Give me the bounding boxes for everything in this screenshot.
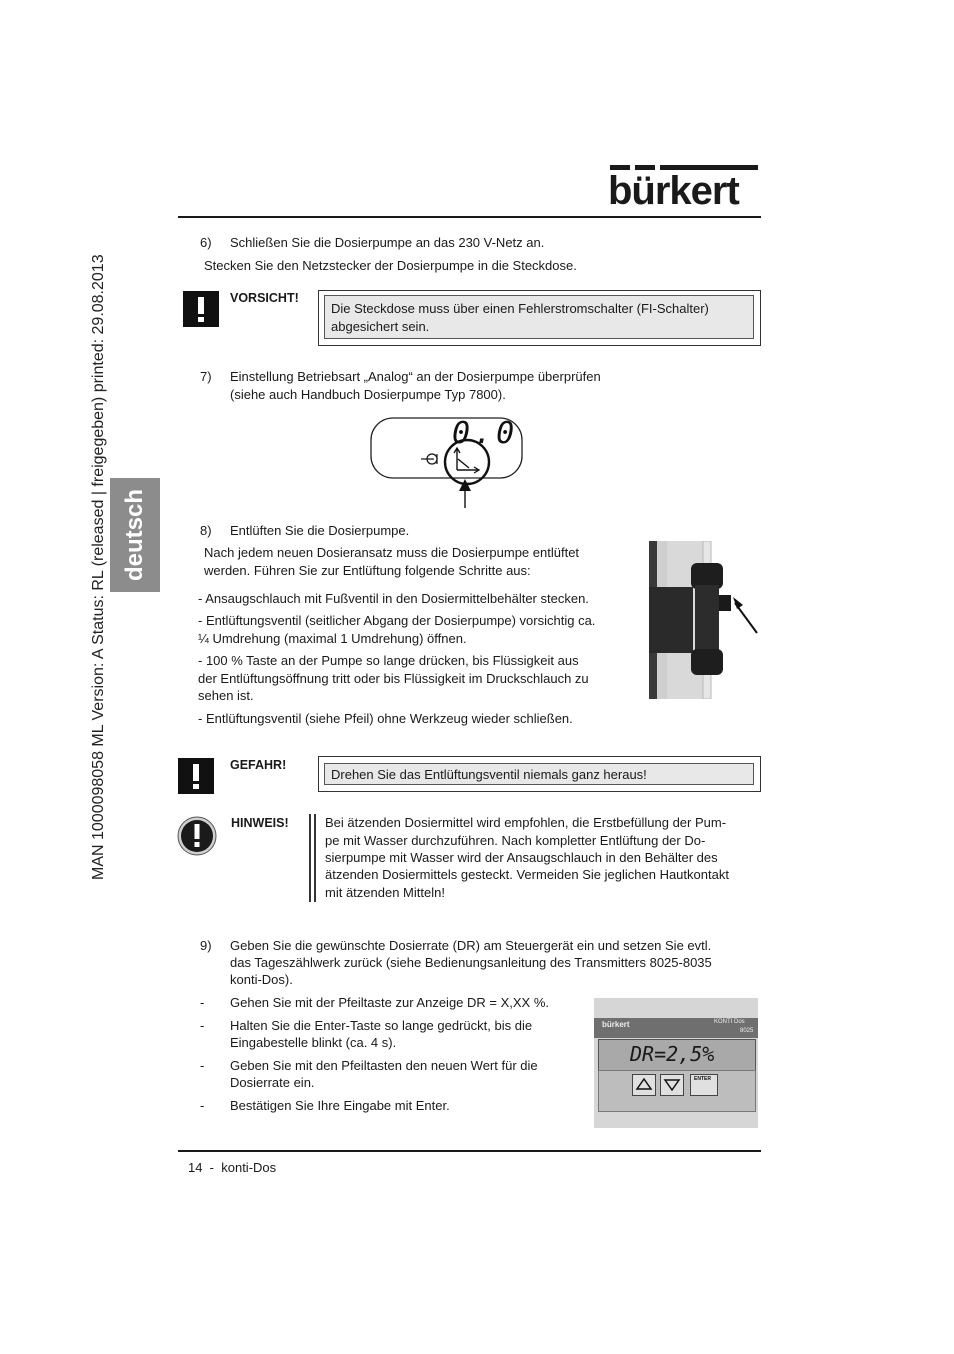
header-rule — [178, 216, 761, 218]
step6-line2: Stecken Sie den Netzstecker der Dosierpumpe in die Steckdose. — [204, 258, 577, 273]
danger-box — [318, 756, 761, 792]
language-tab-label: deutsch — [121, 489, 148, 582]
note-rule-left — [309, 814, 311, 902]
step6-line1: Schließen Sie die Dosierpumpe an das 230 V-Netz an. — [230, 235, 545, 250]
exclamation-circle-icon — [177, 816, 217, 856]
caution-icon — [183, 291, 219, 327]
note-line: ätzenden Dosiermittels gesteckt. Vermeiden Sie jeglichen Hautkontakt — [325, 867, 729, 882]
danger-icon — [178, 758, 214, 794]
step9-line1: Geben Sie die gewünschte Dosierrate (DR) am Steuergerät ein und setzen Sie evtl. — [230, 938, 712, 953]
step8-bullet1: - Ansaugschlauch mit Fußventil in den Dosiermittelbehälter stecken. — [198, 591, 589, 606]
step6-number: 6) — [200, 235, 212, 250]
step9-item2b: Eingabestelle blinkt (ca. 4 s). — [230, 1035, 397, 1050]
step9-dash: - — [200, 1098, 205, 1113]
logo-text: bürkert — [608, 169, 739, 213]
note-line: mit ätzenden Mitteln! — [325, 885, 445, 900]
step8-bullet3c: sehen ist. — [198, 688, 254, 703]
step9-line3: konti-Dos). — [230, 972, 293, 987]
burkert-logo — [608, 165, 761, 213]
footer-rule — [178, 1150, 761, 1152]
step8-number: 8) — [200, 523, 212, 538]
vent-valve-svg — [649, 541, 761, 699]
caution-box — [318, 290, 761, 346]
controller-photo — [594, 998, 758, 1128]
down-arrow-icon — [661, 1075, 683, 1095]
note-line: Bei ätzenden Dosiermittel wird empfohlen, die Erstbefüllung der Pum- — [325, 815, 727, 830]
step9-line2: das Tageszählwerk zurück (siehe Bedienungsanleitung des Transmitters 8025-8035 — [230, 955, 712, 970]
controller-brand: bürkert — [602, 1020, 630, 1029]
caution-label: VORSICHT! — [230, 291, 299, 305]
step8-bullet4: - Entlüftungsventil (siehe Pfeil) ohne Werkzeug wieder schließen. — [198, 711, 573, 726]
enter-button-label: ENTER — [694, 1076, 711, 1082]
step9-dash: - — [200, 1018, 205, 1033]
step8-bullet2b: ¼ Umdrehung (maximal 1 Umdrehung) öffnen. — [198, 631, 467, 646]
danger-text: Drehen Sie das Entlüftungsventil niemals ganz heraus! — [324, 763, 754, 785]
step9-dash: - — [200, 995, 205, 1010]
step8-bullet2a: - Entlüftungsventil (seitlicher Abgang der Dosierpumpe) vorsichtig ca. — [198, 613, 596, 628]
step8-intro1: Nach jedem neuen Dosieransatz muss die Dosierpumpe entlüftet — [204, 545, 580, 560]
danger-label: GEFAHR! — [230, 758, 287, 772]
step9-item2a: Halten Sie die Enter-Taste so lange gedrückt, bis die — [230, 1018, 533, 1033]
step8-intro2: werden. Führen Sie zur Entlüftung folgende Schritte aus: — [204, 563, 531, 578]
vent-valve-photo — [649, 541, 761, 699]
enter-button[interactable] — [690, 1074, 718, 1096]
step7-number: 7) — [200, 369, 212, 384]
step7-line1: Einstellung Betriebsart „Analog“ an der Dosierpumpe überprüfen — [230, 369, 601, 384]
note-label: HINWEIS! — [231, 816, 289, 830]
step9-item4: Bestätigen Sie Ihre Eingabe mit Enter. — [230, 1098, 450, 1113]
up-arrow-icon — [633, 1075, 655, 1095]
language-tab — [110, 478, 160, 592]
controller-model-line2: 8025 — [740, 1028, 754, 1034]
step9-item3a: Geben Sie mit den Pfeiltasten den neuen Wert für die — [230, 1058, 538, 1073]
note-rule-right — [314, 814, 316, 902]
step9-item1: Gehen Sie mit der Pfeiltaste zur Anzeige DR = X,XX %. — [230, 995, 550, 1010]
up-arrow-button[interactable] — [632, 1074, 656, 1096]
note-line: sierpumpe mit Wasser wird der Ansaugschlauch in den Behälter des — [325, 850, 718, 865]
note-line: pe mit Wasser durchzuführen. Nach kompletter Entlüftung der Do- — [325, 833, 706, 848]
step7-line2: (siehe auch Handbuch Dosierpumpe Typ 7800). — [230, 387, 506, 402]
down-arrow-button[interactable] — [660, 1074, 684, 1096]
step8-bullet3b: der Entlüftungsöffnung tritt oder bis Flüssigkeit im Druckschlauch zu — [198, 671, 589, 686]
step9-number: 9) — [200, 938, 212, 953]
step9-item3b: Dosierrate ein. — [230, 1075, 315, 1090]
controller-model-line1: KONTI Dos — [714, 1019, 745, 1025]
note-icon — [177, 816, 217, 856]
step8-title: Entlüften Sie die Dosierpumpe. — [230, 523, 410, 538]
pump-display-diagram — [370, 417, 524, 509]
display-readout: 0.0 — [452, 416, 519, 451]
step8-bullet3a: - 100 % Taste an der Pumpe so lange drücken, bis Flüssigkeit aus — [198, 653, 579, 668]
controller-screen: DR=2,5% — [630, 1042, 715, 1066]
page-footer: 14 - konti-Dos — [188, 1160, 277, 1175]
document-status-text: MAN 1000098058 ML Version: A Status: RL (released | freigegeben) printed: 29.08.2013 — [90, 254, 107, 880]
caution-text: Die Steckdose muss über einen Fehlerstromschalter (FI-Schalter) abgesichert sein. — [324, 295, 754, 339]
step9-dash: - — [200, 1058, 205, 1073]
